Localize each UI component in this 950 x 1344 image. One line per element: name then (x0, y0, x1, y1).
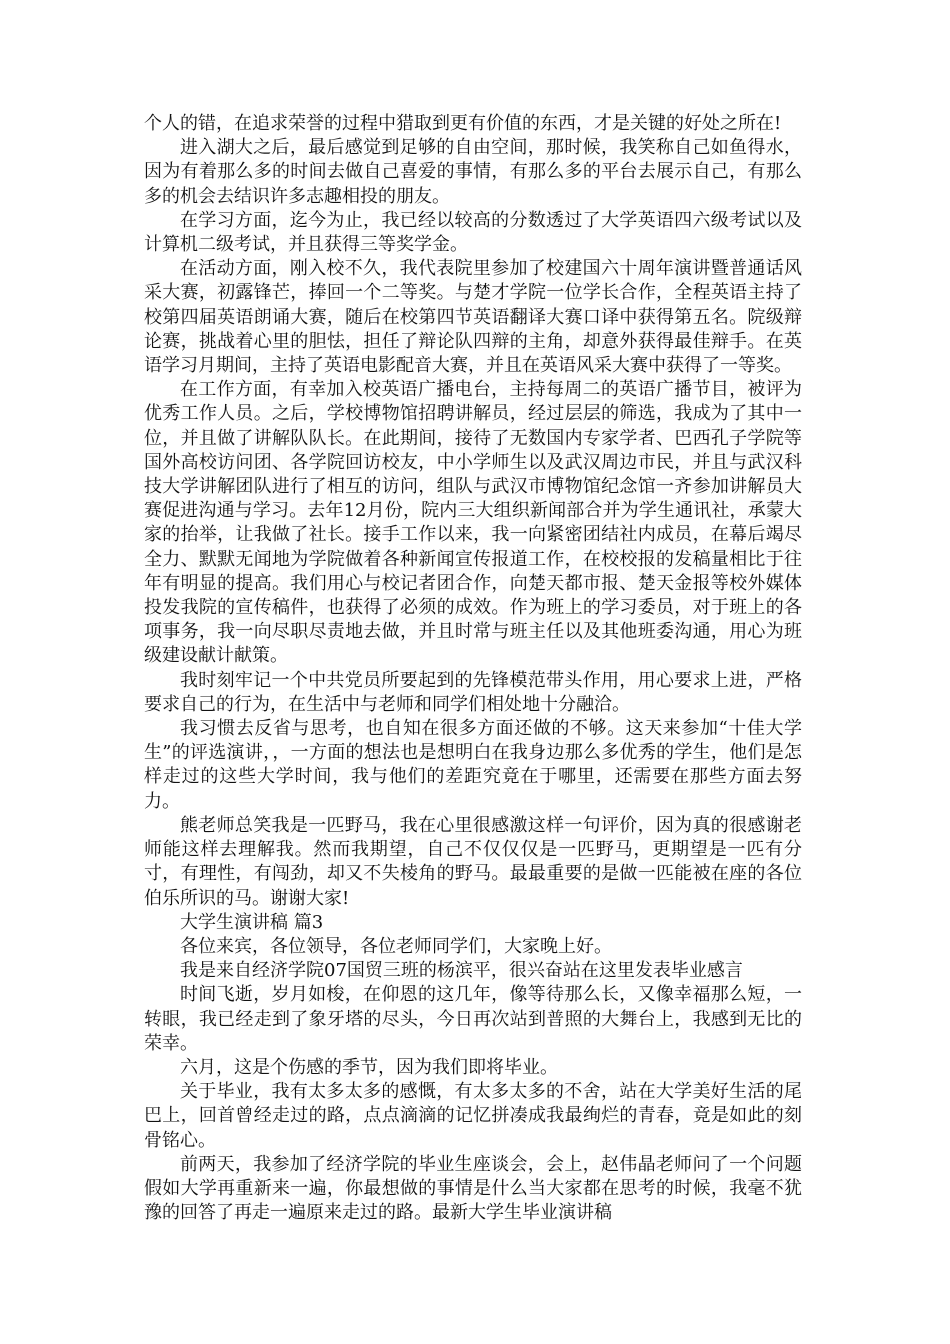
document-body (144, 112, 802, 1225)
paragraph-study: 在学习方面，迄今为止，我已经以较高的分数透过了大学英语四六级考试以及计算机二级考试，并且获得三等奖学金。 (144, 209, 802, 256)
paragraph-entering-university: 进入湖大之后，最后感觉到足够的自由空间，那时候，我笑称自己如鱼得水，因为有着那么多的时间去做自己喜爱的事情，有那么多的平台去展示自己，有那么多的机会去结识许多志趣相投的朋友。 (144, 137, 802, 207)
paragraph-greeting: 各位来宾，各位领导，各位老师同学们，大家晚上好。 (180, 935, 612, 957)
paragraph-self-introduction: 我是来自经济学院07国贸三班的杨滨平，很兴奋站在这里发表毕业感言 (180, 960, 743, 982)
paragraph-time-flies: 时间飞逝，岁月如梭，在仰恩的这几年，像等待那么长，又像幸福那么短，一转眼，我已经走到了象牙塔的尽头，今日再次站到普照的大舞台上，我感到无比的荣幸。 (144, 984, 802, 1054)
paragraph-about-graduation: 关于毕业，我有太多太多的感慨，有太多太多的不舍，站在大学美好生活的尾巴上，回首曾经走过的路，点点滴滴的记忆拼凑成我最绚烂的青春，竟是如此的刻骨铭心。 (144, 1081, 802, 1151)
paragraph-work: 在工作方面，有幸加入校英语广播电台，主持每周二的英语广播节目，被评为优秀工作人员。之后，学校博物馆招聘讲解员，经过层层的筛选，我成为了其中一位，并且做了讲解队队长。在此期间，接待了无数国内专家学者、巴西孔子学院等国外高校访问团、各学院回访校友，中小学师生以及武汉周边市民，并且与武汉科技大学讲解团队进行了相互的访问，组队与武汉市博物馆纪念馆一齐参加讲解员大赛促进沟通与学习。去年12月份，院内三大组织新闻部合并为学生通讯社，承蒙大家的抬举，让我做了社长。接手工作以来，我一向紧密团结社内成员，在幕后竭尽全力、默默无闻地为学院做着各种新闻宣传报道工作，在校校报的发稿量相比于往年有明显的提高。我们用心与校记者团合作，向楚天都市报、楚天金报等校外媒体投发我院的宣传稿件，也获得了必须的成效。作为班上的学习委员，对于班上的各项事务，我一向尽职尽责地去做，并且时常与班主任以及其他班委沟通，用心为班级建设献计献策。 (144, 379, 802, 667)
paragraph-reflection: 我习惯去反省与思考，也自知在很多方面还做的不够。这天来参加“十佳大学生”的评选演讲，，一方面的想法也是想明白在我身边那么多优秀的学生，他们是怎样走过的这些大学时间，我与他们的差距究竟在于哪里，还需要在那些方面去努力。 (144, 718, 802, 812)
paragraph-party-member: 我时刻牢记一个中共党员所要起到的先锋模范带头作用，用心要求上进，严格要求自己的行为，在生活中与老师和同学们相处地十分融洽。 (144, 669, 802, 715)
paragraph-june: 六月，这是个伤感的季节，因为我们即将毕业。 (180, 1056, 558, 1078)
paragraph-continuation: 个人的错，在追求荣誉的过程中猎取到更有价值的东西，才是关键的好处之所在! (144, 113, 782, 134)
paragraph-symposium: 前两天，我参加了经济学院的毕业生座谈会，会上，赵伟晶老师问了一个问题假如大学再重新来一遍，你最想做的事情是什么当大家都在思考的时候，我毫不犹豫的回答了再走一遍原来走过的路。最新大学生毕业演讲稿 (144, 1153, 802, 1224)
paragraph-activities: 在活动方面，刚入校不久，我代表院里参加了校建国六十周年演讲暨普通话风采大赛，初露锋芒，捧回一个二等奖。与楚才学院一位学长合作，全程英语主持了校第四届英语朗诵大赛，随后在校第四节英语翻译大赛口译中获得第五名。院级辩论赛，挑战着心里的胆怯，担任了辩论队四辩的主角，却意外获得最佳辩手。在英语学习月期间，主持了英语电影配音大赛，并且在英语风采大赛中获得了一等奖。 (144, 258, 802, 377)
paragraph-closing-thanks: 熊老师总笑我是一匹野马，我在心里很感激这样一句评价，因为真的很感谢老师能这样去理解我。然而我期望，自己不仅仅仅是一匹野马，更期望是一匹有分寸，有理性，有闯劲，却又不失棱角的野马。最最重要的是做一匹能被在座的各位伯乐所识的马。谢谢大家! (144, 814, 802, 909)
section-heading-speech-3: 大学生演讲稿 篇3 (180, 911, 324, 933)
